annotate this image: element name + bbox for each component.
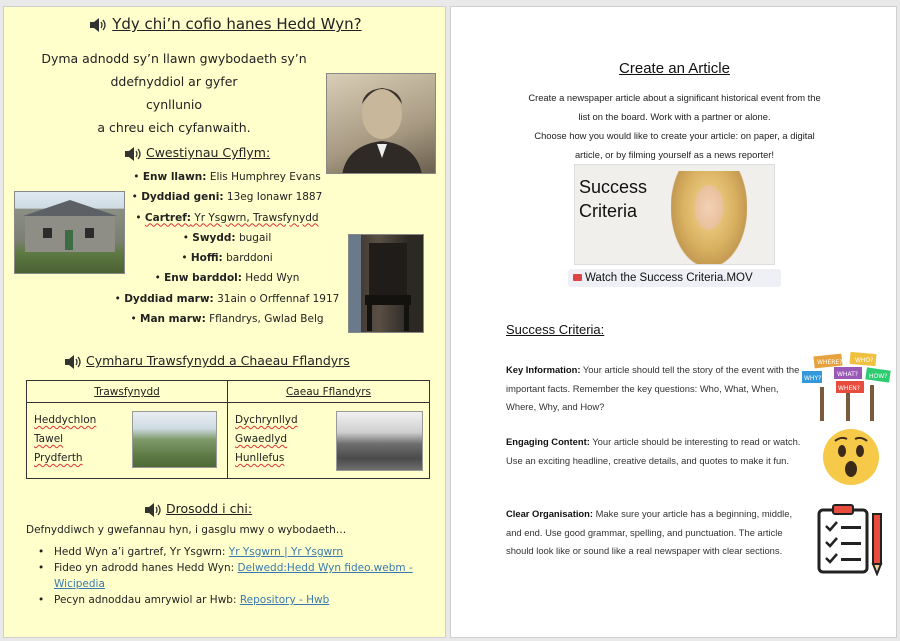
table-column-trawsfynydd <box>27 381 228 478</box>
article-task-page <box>450 6 897 638</box>
criterion-key-information: Key Information: Your article should tell the story of the event with the important facts. Remember the key questions: Who, What, When, Where, Why, and How? <box>506 364 800 412</box>
speaker-icon[interactable] <box>124 146 142 162</box>
fact-item: • Hoffi: barddoni <box>181 252 273 265</box>
criterion-engaging-content: Engaging Content: Your article should be interesting to read or watch. Use an exciting headline, creative details, and quotes to make it fun. <box>506 436 801 466</box>
fact-item: • Man marw: Fflandrys, Gwlad Belg <box>130 313 324 326</box>
svg-text:WHEN?: WHEN? <box>838 385 860 392</box>
fact-item: • Swydd: bugail <box>182 231 272 244</box>
yr-ysgwrn-link[interactable]: Yr Ysgwrn | Yr Ysgwrn <box>228 546 343 558</box>
black-chair-photo <box>348 234 424 333</box>
fact-item: • Enw llawn: Elis Humphrey Evans <box>133 171 321 183</box>
list-item: • Hedd Wyn a’i gartref, Yr Ysgwrn: Yr Ysgwrn | Yr Ysgwrn <box>32 544 432 560</box>
fact-item: • Dyddiad marw: 31ain o Orffennaf 1917 <box>114 292 340 305</box>
criterion-clear-organisation: Clear Organisation: Make sure your article has a beginning, middle, and end. Use good grammar, spelling, and punctuation. The article should look like or sound like a real newspaper with clear sections. <box>506 508 793 556</box>
column-header: Caeau Fflandyrs <box>228 381 429 403</box>
compare-heading: Cymharu Trawsfynydd a Chaeau Fflandyrs <box>64 353 350 370</box>
svg-text:HOW?: HOW? <box>869 373 888 380</box>
comparison-table <box>26 380 430 479</box>
svg-text:WHERE?: WHERE? <box>817 359 843 366</box>
trawsfynydd-landscape-photo <box>132 411 217 468</box>
question-signs-icon <box>800 351 894 421</box>
table-column-flanders <box>228 381 429 478</box>
title-text: Ydy chi’n cofio hanes Hedd Wyn? <box>112 15 362 33</box>
speaker-icon[interactable] <box>64 354 82 370</box>
more-intro-text: Defnyddiwch y gwefannau hyn, i gasglu mwy o wybodaeth… <box>26 524 347 536</box>
svg-text:WHO?: WHO? <box>855 357 874 364</box>
welsh-resource-page <box>3 6 446 638</box>
resource-links-list <box>32 544 432 608</box>
flanders-trench-photo <box>336 411 423 471</box>
video-file-icon <box>573 274 582 281</box>
fact-item: • Cartref: Yr Ysgwrn, Trawsfynydd <box>135 211 319 224</box>
word-list: Heddychlon Tawel Prydferth <box>34 414 97 464</box>
page-title <box>4 15 446 33</box>
checklist-clipboard-icon <box>815 502 887 576</box>
more-for-you-heading: Drosodd i chi: <box>144 501 252 518</box>
list-item: • Pecyn adnoddau amrywiol ar Hwb: Repository - Hwb <box>32 592 432 608</box>
quick-questions-heading: Cwestiynau Cyflym: <box>124 145 270 162</box>
facts-list <box>104 167 350 329</box>
fact-item: • Enw barddol: Hedd Wyn <box>154 272 300 285</box>
video-thumbnail[interactable] <box>574 164 775 265</box>
speaker-icon[interactable] <box>89 17 107 33</box>
success-criteria-heading: Success Criteria: <box>506 322 605 337</box>
list-item: • Fideo yn adrodd hanes Hedd Wyn: Delwedd:Hedd Wyn fideo.webm - Wicipedia <box>32 560 432 592</box>
thumbnail-caption: Success Criteria <box>579 177 648 221</box>
video-link[interactable]: Delwedd:Hedd Wyn fideo.webm - Wicipedia <box>54 562 413 590</box>
svg-text:WHAT?: WHAT? <box>837 371 858 378</box>
intro-text: Dyma adnodd sy’n llawn gwybodaeth sy’n ddefnyddiol ar gyfer cynllunio a chreu eich cyfanwaith. <box>41 51 307 135</box>
surprised-face-icon <box>821 427 881 487</box>
hwb-repository-link[interactable]: Repository - Hwb <box>239 594 330 606</box>
video-file-chip[interactable]: Watch the Success Criteria.MOV <box>568 269 781 287</box>
presenter-image <box>671 171 747 265</box>
hedd-wyn-portrait-photo <box>326 73 436 174</box>
fact-item: • Dyddiad geni: 13eg Ionawr 1887 <box>131 191 323 204</box>
svg-text:WHY?: WHY? <box>804 375 822 382</box>
task-instructions: Create a newspaper article about a significant historical event from the list on the board. Work with a partner or alone. Choose how you would like to create your article: on paper, a digital article, or by filming yourself as a news reporter! <box>528 92 821 160</box>
word-list: Dychrynllyd Gwaedlyd Hunllefus <box>235 414 298 464</box>
page-title: Create an Article <box>619 60 730 77</box>
column-header: Trawsfynydd <box>27 381 227 403</box>
speaker-icon[interactable] <box>144 502 162 518</box>
